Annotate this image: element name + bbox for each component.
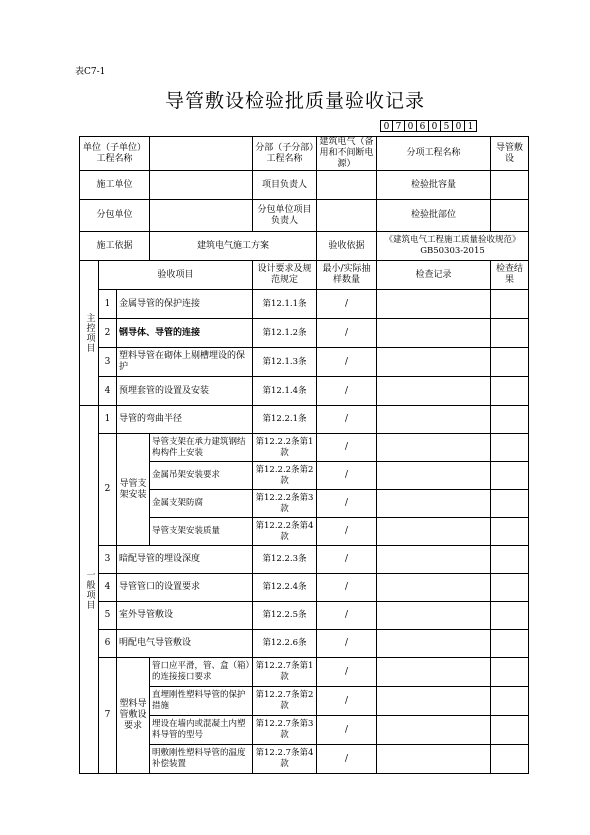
subitem-name: 导管支架在承力建筑钢结构构件上安装 — [150, 434, 253, 462]
subitem-name: 金属支架防腐 — [150, 490, 253, 518]
item-name: 塑料导管在砌体上剔槽埋设的保护 — [117, 348, 253, 377]
item-result — [491, 602, 529, 630]
item-result — [491, 546, 529, 574]
item-name: 导管管口的设置要求 — [117, 574, 253, 602]
item-standard: 第12.2.7条第2款 — [253, 687, 317, 716]
item-number: 1 — [99, 406, 117, 434]
subcontract-leader-label: 分包单位项目负责人 — [253, 200, 317, 232]
batch-location-label: 检验批部位 — [377, 200, 491, 232]
item-sample: / — [317, 546, 377, 574]
item-record — [377, 490, 491, 518]
basis-label: 施工依据 — [80, 232, 150, 261]
item-result — [491, 348, 529, 377]
item-name: 塑料导管敷设要求 — [117, 658, 150, 774]
item-result — [491, 745, 529, 774]
project-leader-value — [317, 171, 377, 200]
item-record — [377, 574, 491, 602]
item-result — [491, 462, 529, 490]
subitem-value: 导管敷设 — [491, 137, 529, 171]
item-standard: 第12.2.4条 — [253, 574, 317, 602]
col-result-header: 检查结果 — [491, 261, 529, 290]
item-number: 7 — [99, 658, 117, 774]
item-standard: 第12.2.2条第4款 — [253, 518, 317, 546]
item-name: 钢导体、导管的连接 — [117, 319, 253, 348]
item-standard: 第12.2.7条第4款 — [253, 745, 317, 774]
item-number: 3 — [99, 546, 117, 574]
item-name: 室外导管敷设 — [117, 602, 253, 630]
subitem-label: 分项工程名称 — [377, 137, 491, 171]
item-name: 暗配导管的埋设深度 — [117, 546, 253, 574]
item-record — [377, 716, 491, 745]
item-result — [491, 630, 529, 658]
division-value: 建筑电气（备用和不间断电源） — [317, 137, 377, 171]
item-standard: 第12.2.1条 — [253, 406, 317, 434]
item-result — [491, 319, 529, 348]
item-result — [491, 716, 529, 745]
unit-name-label: 单位（子单位）工程名称 — [80, 137, 150, 171]
item-record — [377, 687, 491, 716]
item-record — [377, 434, 491, 462]
subitem-name: 管口应平滑，管、盒（箱）的连接接口要求 — [150, 658, 253, 687]
division-label: 分部（子分部）工程名称 — [253, 137, 317, 171]
subcontract-unit-value — [150, 200, 253, 232]
col-record-header: 检查记录 — [377, 261, 491, 290]
item-sample: / — [317, 490, 377, 518]
item-sample: / — [317, 658, 377, 687]
item-record — [377, 377, 491, 406]
project-leader-label: 项目负责人 — [253, 171, 317, 200]
item-name: 预埋套管的设置及安装 — [117, 377, 253, 406]
item-record — [377, 319, 491, 348]
page-title: 导管敷设检验批质量验收记录 — [164, 90, 425, 112]
item-record — [377, 630, 491, 658]
subcontract-leader-value — [317, 200, 377, 232]
item-number: 3 — [99, 348, 117, 377]
form-code-boxes — [381, 120, 477, 132]
item-standard: 第12.2.7条第1款 — [253, 658, 317, 687]
item-name: 导管支架安装 — [117, 434, 150, 546]
code-digit-box: 6 — [416, 120, 429, 132]
code-digit-box: 7 — [392, 120, 405, 132]
item-name: 金属导管的保护连接 — [117, 290, 253, 319]
item-number: 5 — [99, 602, 117, 630]
item-sample: / — [317, 290, 377, 319]
batch-capacity-label: 检验批容量 — [377, 171, 491, 200]
item-name: 明配电气导管敷设 — [117, 630, 253, 658]
subitem-name: 明敷刚性塑料导管的温度补偿装置 — [150, 745, 253, 774]
item-record — [377, 462, 491, 490]
item-sample: / — [317, 406, 377, 434]
item-result — [491, 490, 529, 518]
col-design-header: 设计要求及规范规定 — [253, 261, 317, 290]
item-sample: / — [317, 630, 377, 658]
item-record — [377, 406, 491, 434]
item-sample: / — [317, 745, 377, 774]
construction-unit-value — [150, 171, 253, 200]
item-sample: / — [317, 462, 377, 490]
acceptance-record-table — [79, 136, 529, 774]
general-group-label: 一般项目 — [80, 406, 99, 774]
item-result — [491, 377, 529, 406]
item-result — [491, 658, 529, 687]
code-digit-box: 0 — [428, 120, 441, 132]
item-record — [377, 602, 491, 630]
item-record — [377, 658, 491, 687]
item-standard: 第12.2.7条第3款 — [253, 716, 317, 745]
item-number: 6 — [99, 630, 117, 658]
item-standard: 第12.1.2条 — [253, 319, 317, 348]
item-result — [491, 290, 529, 319]
item-record — [377, 745, 491, 774]
col-sample-header: 最小/实际抽样数量 — [317, 261, 377, 290]
form-number: 表C7-1 — [75, 67, 106, 77]
subitem-name: 金属吊架安装要求 — [150, 462, 253, 490]
item-sample: / — [317, 348, 377, 377]
code-digit-box: 0 — [380, 120, 393, 132]
unit-name-value — [150, 137, 253, 171]
item-sample: / — [317, 687, 377, 716]
subitem-name: 直埋刚性塑料导管的保护措施 — [150, 687, 253, 716]
batch-capacity-value — [491, 171, 529, 200]
subcontract-unit-label: 分包单位 — [80, 200, 150, 232]
item-result — [491, 406, 529, 434]
item-standard: 第12.1.3条 — [253, 348, 317, 377]
item-number: 4 — [99, 377, 117, 406]
item-result — [491, 518, 529, 546]
item-number: 1 — [99, 290, 117, 319]
item-result — [491, 687, 529, 716]
subitem-name: 导管支架安装质量 — [150, 518, 253, 546]
item-number: 4 — [99, 574, 117, 602]
basis-value: 建筑电气施工方案 — [150, 232, 317, 261]
code-digit-box: 1 — [464, 120, 477, 132]
item-standard: 第12.2.2条第1款 — [253, 434, 317, 462]
item-record — [377, 348, 491, 377]
item-sample: / — [317, 319, 377, 348]
item-standard: 第12.2.2条第3款 — [253, 490, 317, 518]
item-number: 2 — [99, 319, 117, 348]
acceptance-basis-label: 验收依据 — [317, 232, 377, 261]
item-standard: 第12.2.5条 — [253, 602, 317, 630]
item-sample: / — [317, 518, 377, 546]
item-result — [491, 574, 529, 602]
item-standard: 第12.2.6条 — [253, 630, 317, 658]
item-record — [377, 518, 491, 546]
item-result — [491, 434, 529, 462]
item-sample: / — [317, 434, 377, 462]
item-sample: / — [317, 377, 377, 406]
main-group-label: 主控项目 — [80, 261, 99, 406]
item-name: 导管的弯曲半径 — [117, 406, 253, 434]
item-standard: 第12.2.2条第2款 — [253, 462, 317, 490]
item-standard: 第12.2.3条 — [253, 546, 317, 574]
item-standard: 第12.1.4条 — [253, 377, 317, 406]
item-sample: / — [317, 602, 377, 630]
item-record — [377, 546, 491, 574]
item-sample: / — [317, 716, 377, 745]
code-digit-box: 0 — [404, 120, 417, 132]
subitem-name: 埋设在墙内或混凝土内塑料导管的型号 — [150, 716, 253, 745]
item-standard: 第12.1.1条 — [253, 290, 317, 319]
item-sample: / — [317, 574, 377, 602]
batch-location-value — [491, 200, 529, 232]
acceptance-basis-value: 《建筑电气工程施工质量验收规范》GB50303-2015 — [377, 232, 529, 261]
code-digit-box: 5 — [440, 120, 453, 132]
col-item-header: 验收项目 — [99, 261, 253, 290]
construction-unit-label: 施工单位 — [80, 171, 150, 200]
item-record — [377, 290, 491, 319]
code-digit-box: 0 — [452, 120, 465, 132]
item-number: 2 — [99, 434, 117, 546]
